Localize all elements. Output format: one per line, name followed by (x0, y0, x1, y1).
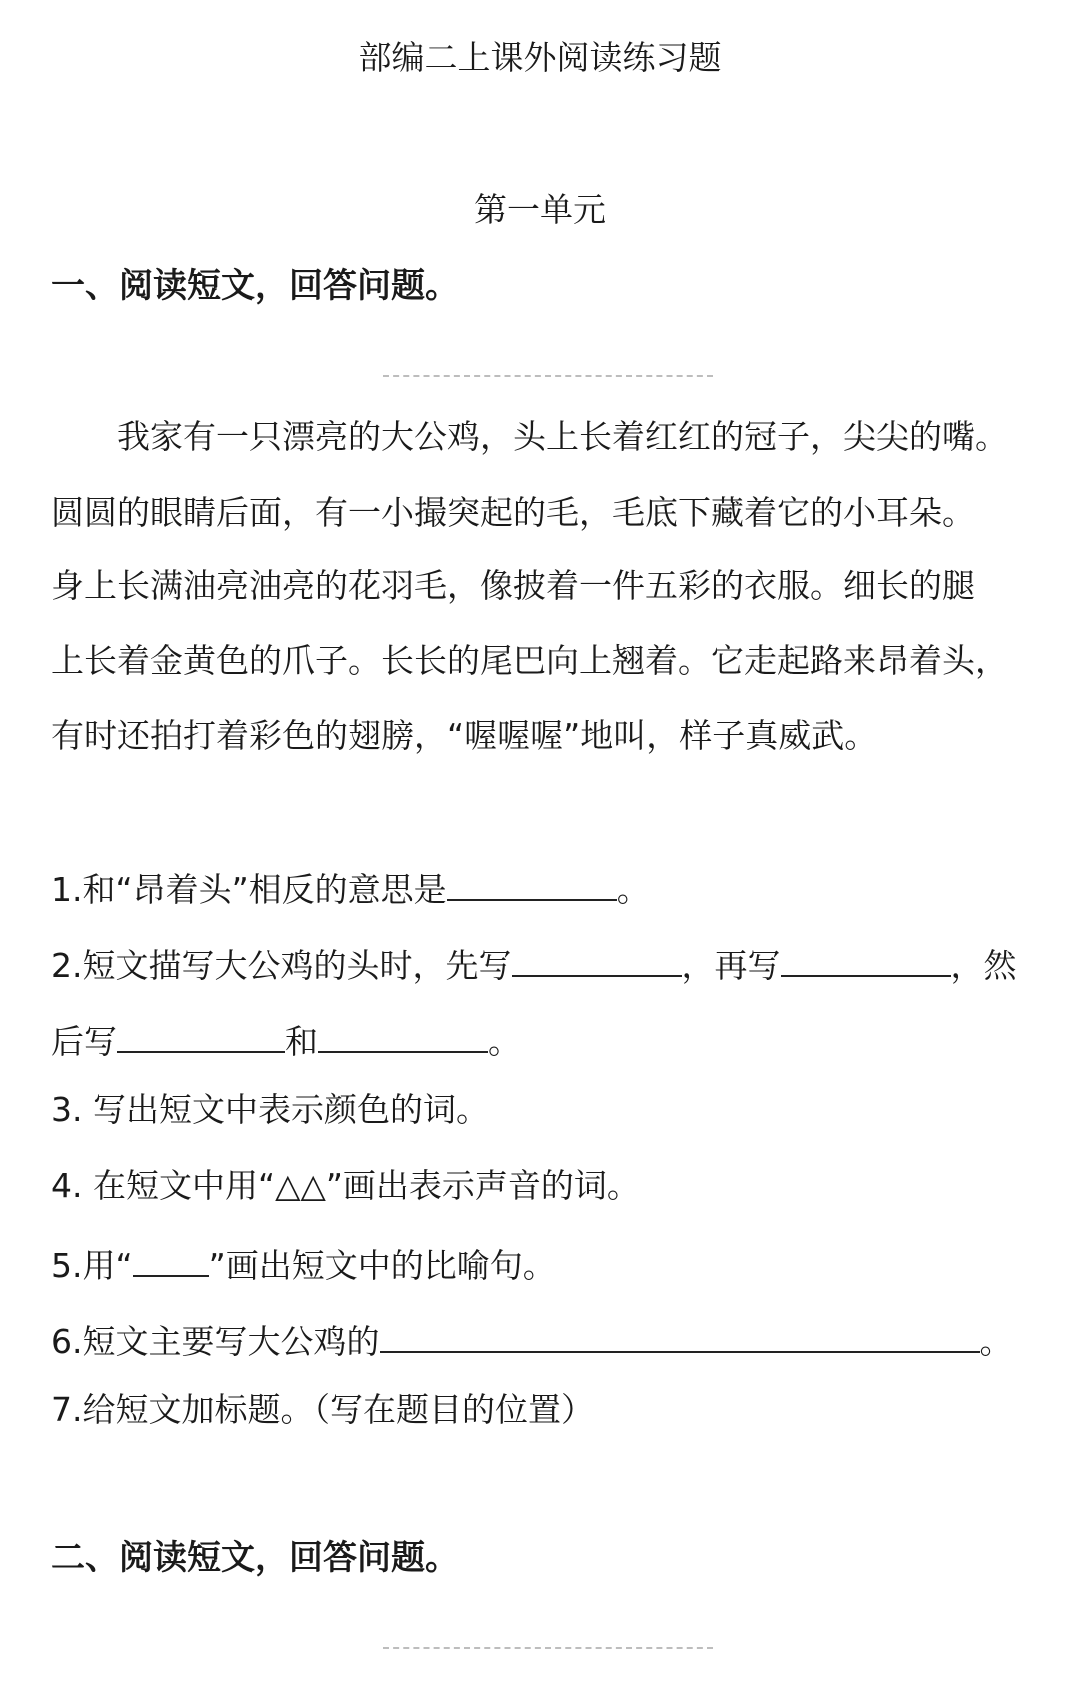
passage-line: 我家有一只漂亮的大公鸡，头上长着红红的冠子，尖尖的嘴。 (117, 417, 1008, 456)
q2-text: ，再写 (681, 946, 781, 985)
q2-text: 。 (488, 1022, 521, 1061)
q2-text: 2.短文描写大公鸡的头时，先写 (51, 946, 512, 985)
answer-blank[interactable] (781, 941, 951, 977)
question-2 (51, 941, 1045, 986)
q2-text: 和 (285, 1022, 318, 1061)
q1-text: 1.和“昂着头”相反的意思是 (51, 870, 447, 909)
question-6 (51, 1317, 1045, 1362)
underline-sample (133, 1241, 209, 1277)
passage-line: 有时还拍打着彩色的翅膀，“喔喔喔”地叫，样子真威武。 (51, 716, 878, 755)
question-5 (51, 1241, 1045, 1286)
q2-text: ，然 (950, 946, 1017, 985)
answer-blank[interactable] (380, 1317, 980, 1353)
answer-blank[interactable] (512, 941, 682, 977)
question-2-cont (51, 1017, 1045, 1062)
answer-blank[interactable] (447, 865, 617, 901)
question-4: 4. 在短文中用“△△”画出表示声音的词。 (51, 1166, 640, 1205)
answer-blank[interactable] (318, 1017, 488, 1053)
section1-heading: 一、阅读短文，回答问题。 (51, 266, 459, 306)
question-1 (51, 865, 1045, 910)
q6-end: 。 (979, 1322, 1013, 1361)
question-7: 7.给短文加标题。（写在题目的位置） (51, 1390, 594, 1429)
unit-title: 第一单元 (474, 190, 606, 229)
q6-text: 6.短文主要写大公鸡的 (51, 1322, 380, 1361)
passage-line: 上长着金黄色的爪子。长长的尾巴向上翘着。它走起路来昂着头， (51, 641, 1008, 680)
title-placeholder-line (383, 1647, 713, 1649)
answer-blank[interactable] (117, 1017, 285, 1053)
passage-line: 圆圆的眼睛后面，有一小撮突起的毛，毛底下藏着它的小耳朵。 (51, 493, 975, 532)
q2-text: 后写 (51, 1022, 117, 1061)
document-title: 部编二上课外阅读练习题 (358, 38, 722, 77)
question-3: 3. 写出短文中表示颜色的词。 (51, 1090, 489, 1129)
passage-line: 身上长满油亮油亮的花羽毛，像披着一件五彩的衣服。细长的腿 (51, 566, 975, 605)
q5-text: ”画出短文中的比喻句。 (208, 1246, 556, 1285)
section2-heading: 二、阅读短文，回答问题。 (51, 1538, 459, 1578)
title-placeholder-line (383, 375, 713, 377)
q5-text: 5.用“ (51, 1246, 133, 1285)
q1-end: 。 (616, 870, 650, 909)
